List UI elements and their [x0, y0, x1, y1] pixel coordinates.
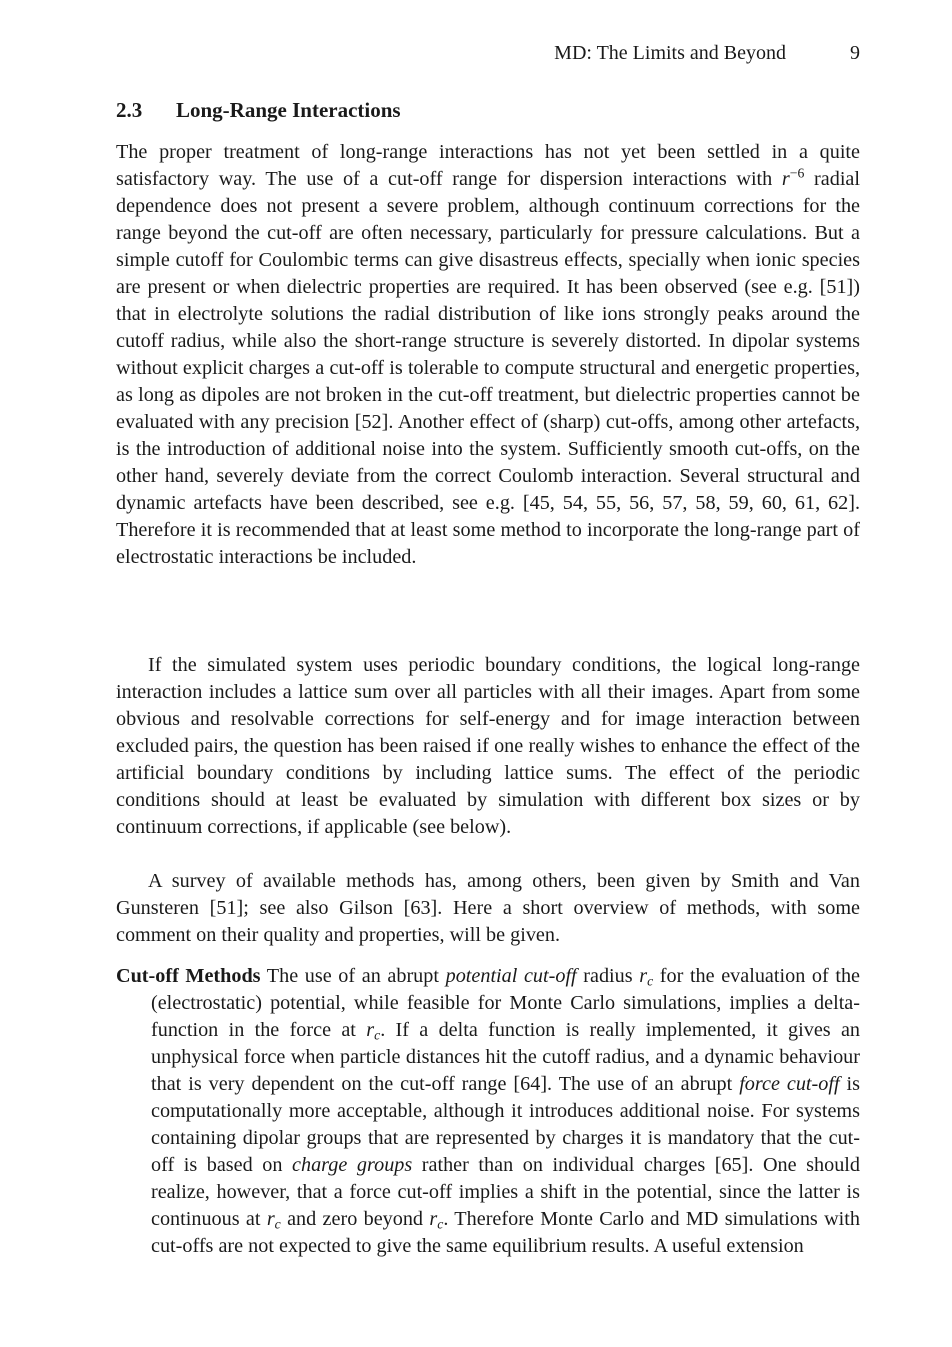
- math-rc: [366, 1019, 380, 1041]
- math-symbol: r: [639, 965, 648, 987]
- paragraph-text: If the simulated system uses periodic boundary conditions, the logical long-range interaction includes a lattice sum over all particles with all their images. Apart from some obvious and resolvable corrections for self-energy and for image interaction between excluded pairs, the question has been raised if one really wishes to enhance the effect of the artificial boundary conditions by including lattice sums. The effect of the periodic conditions should at least be evaluated by simulation with different box sizes or by continuum corrections, if applicable (see below).: [116, 654, 860, 838]
- paragraph-text: radial dependence does not present a severe problem, although continuum corrections for the range beyond the cut-off are often necessary, particularly for pressure calculations. But a simple cutoff for Coulombic terms can give disastreus effects, specially when ionic species are present or when dielectric properties are required. It has been observed (see e.g. [51]) that in electrolyte solutions the radial distribution of like ions strongly peaks around the cutoff radius, while also the short-range structure is severely distorted. In dipolar systems without explicit charges a cut-off is tolerable to compute structural and energetic properties, as long as dipoles are not broken in the cut-off treatment, but dielectric properties cannot be evaluated with any precision [52]. Another effect of (sharp) cut-offs, among other artefacts, is the introduction of additional noise into the system. Sufficiently smooth cut-offs, on the other hand, severely deviate from the correct Coulomb interaction. Several structural and dynamic artefacts have been described, see e.g. [45, 54, 55, 56, 57, 58, 59, 60, 61, 62]. Therefore it is recommended that at least some method to incorporate the long-range part of electrostatic interactions be included.: [116, 168, 860, 568]
- math-subscript: c: [274, 1216, 281, 1232]
- item-label: Cut-off Methods: [116, 965, 261, 987]
- paragraph-survey: [116, 868, 860, 949]
- emphasis-force-cutoff: force cut-off: [739, 1073, 840, 1095]
- item-text: The use of an abrupt: [260, 965, 446, 987]
- section-number: 2.3: [116, 98, 143, 122]
- paragraph-periodic-boundary: [116, 652, 860, 841]
- math-rc: [267, 1208, 281, 1230]
- math-subscript: c: [374, 1027, 381, 1043]
- math-exponent: −6: [789, 165, 805, 181]
- item-text: . Therefore Monte Carlo and MD simulations with cut-offs are not expected to give the same equilibrium results. A useful extension: [151, 1208, 860, 1257]
- cutoff-methods-item: [116, 963, 860, 1260]
- item-text: . If a delta function is really implemented, it gives an unphysical force when particle distances hit the cutoff radius, and a dynamic behaviour that is very dependent on the cut-off range [64]. The use of an abrupt: [151, 1019, 861, 1095]
- paragraph-long-range-intro: [116, 139, 860, 571]
- item-text: is computationally more acceptable, although it introduces additional noise. For systems containing dipolar groups that are represented by charges it is mandatory that the cut-off is based on: [151, 1073, 860, 1176]
- math-rc: [429, 1208, 443, 1230]
- section-heading: [116, 96, 401, 124]
- emphasis-potential-cutoff: potential cut-off: [445, 965, 577, 987]
- item-text: radius: [576, 965, 640, 987]
- item-text: for the evaluation of the (electrostatic) potential, while feasible for Monte Carlo simulations, implies a delta-function in the force at: [151, 965, 861, 1041]
- math-rc: [639, 965, 653, 987]
- math-symbol: r: [429, 1208, 438, 1230]
- math-symbol: r: [266, 1208, 275, 1230]
- math-subscript: c: [437, 1216, 444, 1232]
- item-text: rather than on individual charges [65]. One should realize, however, that a force cut-off implies a shift in the potential, since the latter is continuous at: [151, 1154, 860, 1230]
- emphasis-charge-groups: charge groups: [292, 1154, 413, 1176]
- item-text: and zero beyond: [280, 1208, 430, 1230]
- math-subscript: c: [647, 973, 654, 989]
- paragraph-text: The proper treatment of long-range interactions has not yet been settled in a quite satisfactory way. The use of a cut-off range for dispersion interactions with: [116, 141, 860, 190]
- running-head: MD: The Limits and Beyond: [554, 42, 786, 64]
- page-header: [116, 40, 860, 66]
- math-symbol: r: [366, 1019, 375, 1041]
- page-number: 9: [850, 42, 860, 64]
- paragraph-text: A survey of available methods has, among others, been given by Smith and Van Gunsteren [51]; see also Gilson [63]. Here a short overview of methods, with some comment on their quality and properties, will be given.: [116, 870, 860, 946]
- math-r: r: [781, 168, 790, 190]
- section-title: Long-Range Interactions: [176, 98, 401, 122]
